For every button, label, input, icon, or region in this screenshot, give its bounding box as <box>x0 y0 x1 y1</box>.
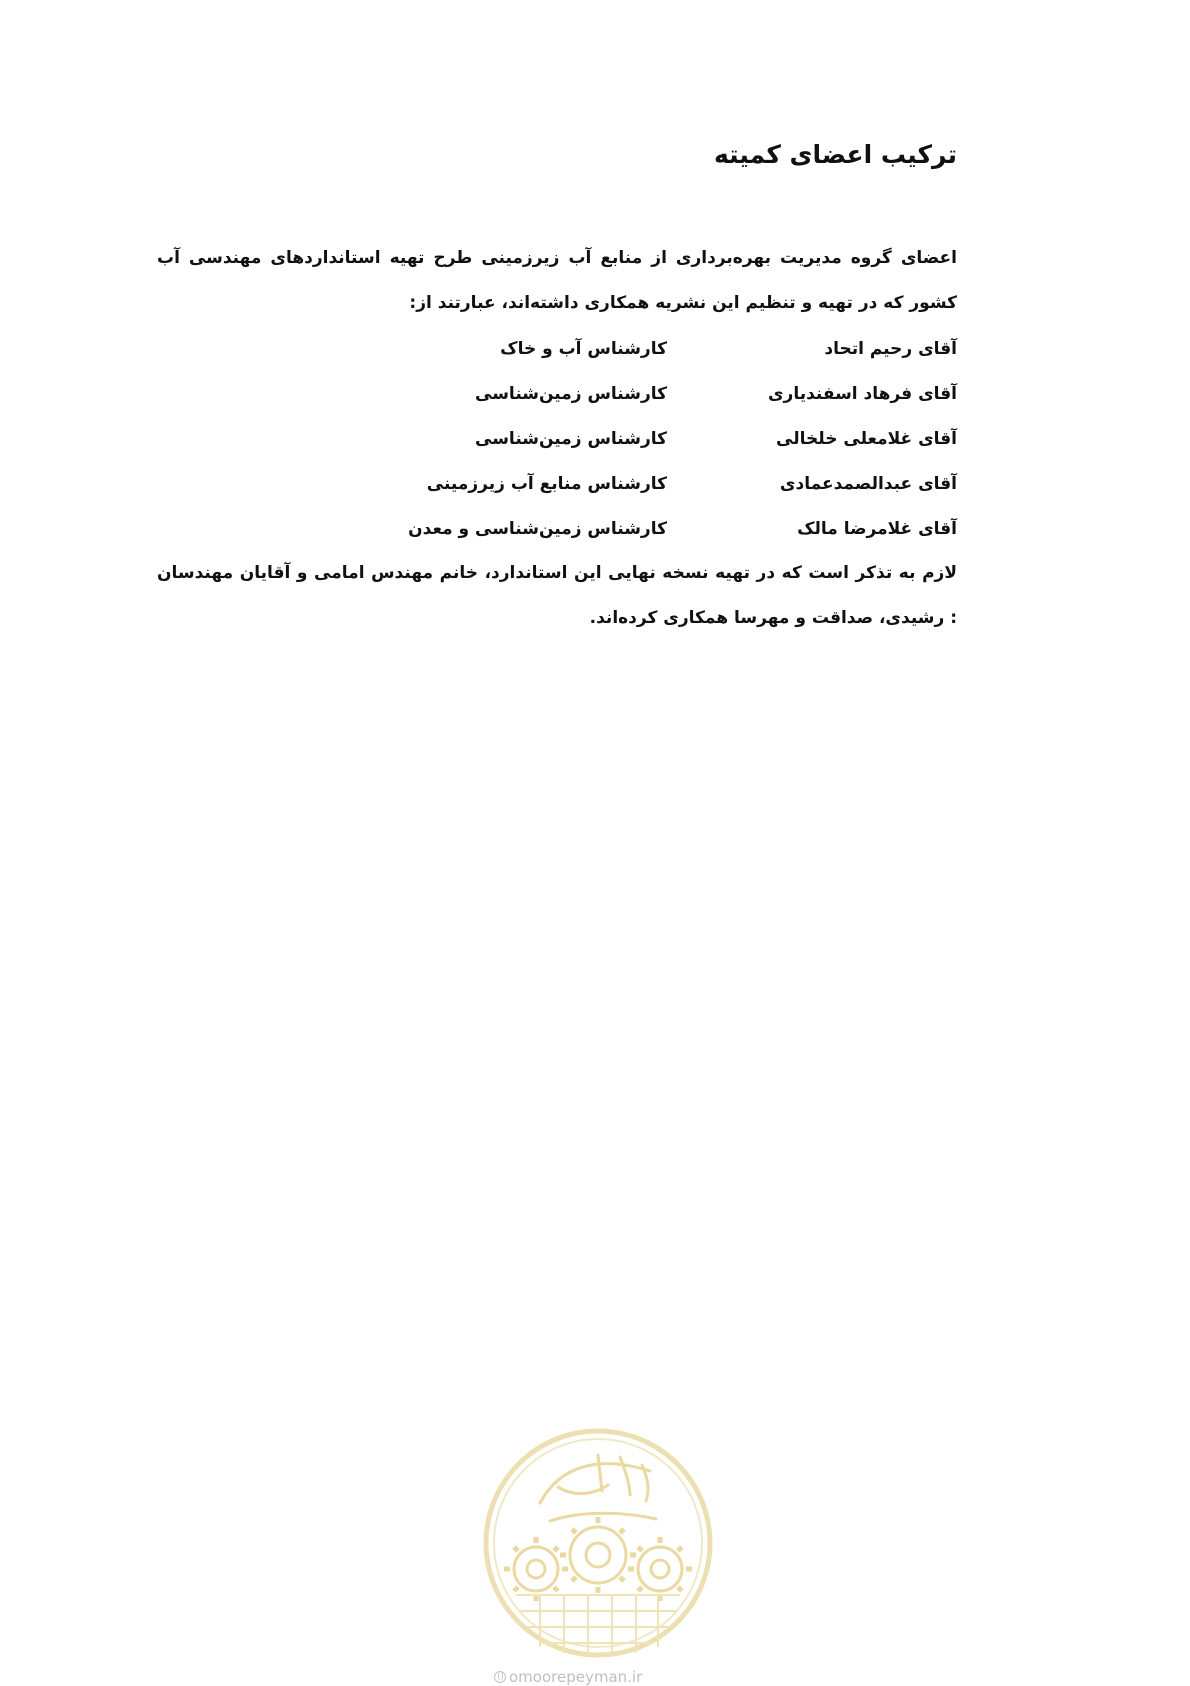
member-row <box>157 506 957 551</box>
member-name: آقای غلامرضا مالک <box>797 518 957 539</box>
member-row <box>157 461 957 506</box>
member-row <box>157 416 957 461</box>
watermark-logo <box>480 1425 716 1661</box>
page-title: ترکیب اعضای کمیته <box>713 140 957 169</box>
member-name: آقای فرهاد اسفندیاری <box>767 383 957 404</box>
member-role: کارشناس زمین‌شناسی و معدن <box>408 518 667 539</box>
member-name: آقای عبدالصمدعمادی <box>779 473 957 494</box>
member-role: کارشناس زمین‌شناسی <box>475 383 667 404</box>
member-role: کارشناس منابع آب زیرزمینی <box>426 473 667 494</box>
globe-icon <box>494 1671 506 1683</box>
member-name: آقای غلامعلی خلخالی <box>776 428 957 449</box>
member-row <box>157 326 957 371</box>
members-list <box>157 326 957 551</box>
intro-paragraph: اعضای گروه مدیریت بهره‌برداری از منابع آب زیرزمینی طرح تهیه استانداردهای مهندسی آب کشور که در تهیه و تنظیم این نشریه همکاری داشته‌اند، عبارتند از: <box>157 248 957 313</box>
member-row <box>157 371 957 416</box>
watermark-url <box>494 1670 642 1684</box>
member-name: آقای رحیم اتحاد <box>824 338 957 359</box>
watermark-url-text: omoorepeyman.ir <box>509 1668 643 1686</box>
note-paragraph: لازم به تذکر است که در تهیه نسخه نهایی این استاندارد، خانم مهندس امامی و آقایان مهندسان : رشیدی، صداقت و مهرسا همکاری کرده‌اند. <box>157 563 957 628</box>
member-role: کارشناس زمین‌شناسی <box>475 428 667 449</box>
member-role: کارشناس آب و خاک <box>500 338 667 359</box>
